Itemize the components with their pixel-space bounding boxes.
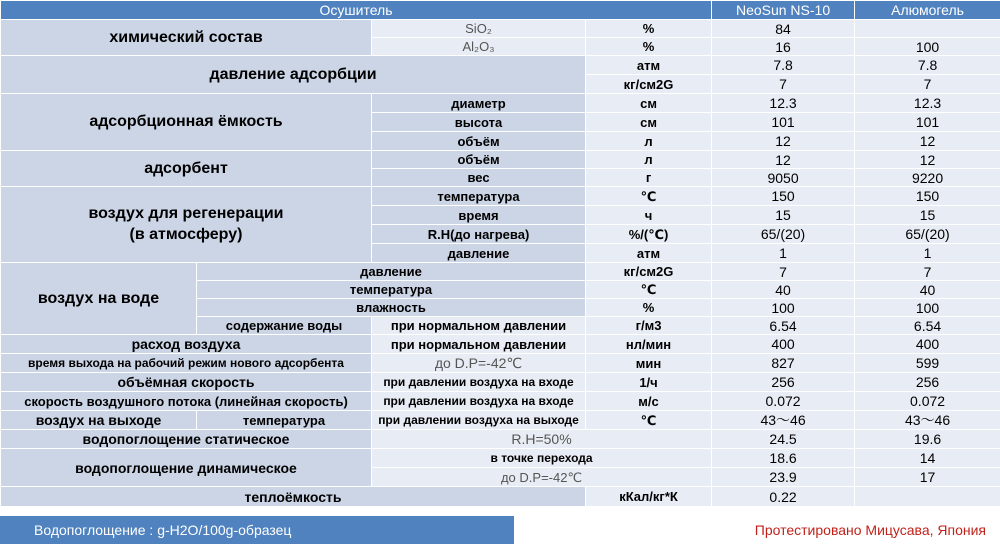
unit: ℃ xyxy=(586,411,712,430)
row-label: адсорбент xyxy=(1,151,372,187)
unit: % xyxy=(586,20,712,38)
sub-label: объём xyxy=(372,132,586,151)
header-row xyxy=(1,1,1000,20)
unit: л xyxy=(586,151,712,169)
unit: кКал/кг*К xyxy=(586,487,712,507)
value-b: 19.6 xyxy=(855,430,1000,449)
table-row xyxy=(1,411,1000,430)
value-a: 43～46 xyxy=(712,411,855,430)
condition: в точке перехода xyxy=(372,449,712,468)
sub-label: диаметр xyxy=(372,94,586,113)
table-row xyxy=(1,373,1000,392)
value-a: 18.6 xyxy=(712,449,855,468)
value-a: 827 xyxy=(712,354,855,373)
table-row xyxy=(1,487,1000,507)
condition: при давлении воздуха на входе xyxy=(372,373,586,392)
value-a: 12 xyxy=(712,151,855,169)
unit: 1/ч xyxy=(586,373,712,392)
table-row xyxy=(1,263,1000,281)
table-row xyxy=(1,20,1000,38)
row-label: расход воздуха xyxy=(1,335,372,354)
table-row xyxy=(1,430,1000,449)
condition: при давлении воздуха на выходе xyxy=(372,411,586,430)
value-b: 0.072 xyxy=(855,392,1000,411)
value-b: 100 xyxy=(855,38,1000,56)
row-label xyxy=(1,187,372,263)
value-b: 9220 xyxy=(855,169,1000,187)
sub-label: давление xyxy=(197,263,586,281)
footer-note: Водопоглощение : g-H2O/100g-образец xyxy=(0,516,514,544)
unit: кг/см2G xyxy=(586,75,712,94)
value-a: 1 xyxy=(712,244,855,263)
value-a: 40 xyxy=(712,281,855,299)
table-row xyxy=(1,94,1000,113)
value-a: 150 xyxy=(712,187,855,206)
sub-label: вес xyxy=(372,169,586,187)
value-b: 1 xyxy=(855,244,1000,263)
value-b: 400 xyxy=(855,335,1000,354)
unit: л xyxy=(586,132,712,151)
value-a: 0.072 xyxy=(712,392,855,411)
table-row xyxy=(1,56,1000,75)
condition: до D.P=-42℃ xyxy=(372,468,712,487)
value-a: 9050 xyxy=(712,169,855,187)
row-label: время выхода на рабочий режим нового адсорбента xyxy=(1,354,372,373)
value-b: 101 xyxy=(855,113,1000,132)
value-b: 7 xyxy=(855,263,1000,281)
row-label: водопоглощение статическое xyxy=(1,430,372,449)
unit: ч xyxy=(586,206,712,225)
value-a: 101 xyxy=(712,113,855,132)
sub-label: высота xyxy=(372,113,586,132)
value-b: 17 xyxy=(855,468,1000,487)
value-a: 7 xyxy=(712,263,855,281)
unit: г/м3 xyxy=(586,317,712,335)
value-b: 12.3 xyxy=(855,94,1000,113)
unit: % xyxy=(586,38,712,56)
sub-label: температура xyxy=(197,411,372,430)
footer-credit: Протестировано Мицусава, Япония xyxy=(754,522,986,538)
sub-label: содержание воды xyxy=(197,317,372,335)
unit: атм xyxy=(586,244,712,263)
sub-label: R.H(до нагрева) xyxy=(372,225,586,244)
row-label: химический состав xyxy=(1,20,372,56)
row-label: адсорбционная ёмкость xyxy=(1,94,372,151)
table-row xyxy=(1,449,1000,468)
value-b: 65/(20) xyxy=(855,225,1000,244)
unit: нл/мин xyxy=(586,335,712,354)
unit: г xyxy=(586,169,712,187)
table-row xyxy=(1,151,1000,169)
value-b: 7.8 xyxy=(855,56,1000,75)
value-b: 6.54 xyxy=(855,317,1000,335)
header-title: Осушитель xyxy=(1,1,712,20)
value-b: 150 xyxy=(855,187,1000,206)
unit: мин xyxy=(586,354,712,373)
formula: SiO₂ xyxy=(372,20,586,38)
sub-label: время xyxy=(372,206,586,225)
row-label-line1: воздух для регенерации xyxy=(88,205,284,222)
value-b xyxy=(855,487,1000,507)
value-b: 14 xyxy=(855,449,1000,468)
value-b: 12 xyxy=(855,151,1000,169)
sub-label: температура xyxy=(197,281,586,299)
value-a: 100 xyxy=(712,299,855,317)
row-label: скорость воздушного потока (линейная скорость) xyxy=(1,392,372,411)
sub-label: объём xyxy=(372,151,586,169)
row-label: водопоглощение динамическое xyxy=(1,449,372,487)
value-a: 7 xyxy=(712,75,855,94)
value-a: 12.3 xyxy=(712,94,855,113)
header-col-b: Алюмогель xyxy=(855,1,1000,20)
value-b: 7 xyxy=(855,75,1000,94)
sub-label: температура xyxy=(372,187,586,206)
value-a: 23.9 xyxy=(712,468,855,487)
sub-label: влажность xyxy=(197,299,586,317)
unit: ℃ xyxy=(586,187,712,206)
value-a: 15 xyxy=(712,206,855,225)
unit: см xyxy=(586,94,712,113)
unit: кг/см2G xyxy=(586,263,712,281)
table-row xyxy=(1,354,1000,373)
row-label: давление адсорбции xyxy=(1,56,586,94)
value-a: 400 xyxy=(712,335,855,354)
unit: ℃ xyxy=(586,281,712,299)
condition: при нормальном давлении xyxy=(372,317,586,335)
value-a: 0.22 xyxy=(712,487,855,507)
header-col-a: NeoSun NS-10 xyxy=(712,1,855,20)
row-label: воздух на воде xyxy=(1,263,197,335)
sub-label: давление xyxy=(372,244,586,263)
value-b: 599 xyxy=(855,354,1000,373)
value-a: 24.5 xyxy=(712,430,855,449)
value-b: 256 xyxy=(855,373,1000,392)
table-row xyxy=(1,392,1000,411)
value-a: 6.54 xyxy=(712,317,855,335)
value-a: 12 xyxy=(712,132,855,151)
table-row xyxy=(1,187,1000,206)
value-a: 7.8 xyxy=(712,56,855,75)
value-b: 100 xyxy=(855,299,1000,317)
condition: до D.P=-42℃ xyxy=(372,354,586,373)
condition: при давлении воздуха на входе xyxy=(372,392,586,411)
condition: R.H=50% xyxy=(372,430,712,449)
value-b xyxy=(855,20,1000,38)
value-b: 40 xyxy=(855,281,1000,299)
unit: м/с xyxy=(586,392,712,411)
value-b: 15 xyxy=(855,206,1000,225)
row-label: объёмная скорость xyxy=(1,373,372,392)
value-a: 16 xyxy=(712,38,855,56)
unit: %/(℃) xyxy=(586,225,712,244)
table-row xyxy=(1,335,1000,354)
condition: при нормальном давлении xyxy=(372,335,586,354)
value-a: 84 xyxy=(712,20,855,38)
value-a: 65/(20) xyxy=(712,225,855,244)
unit: см xyxy=(586,113,712,132)
row-label: воздух на выходе xyxy=(1,411,197,430)
formula: Al₂O₃ xyxy=(372,38,586,56)
value-a: 256 xyxy=(712,373,855,392)
value-b: 12 xyxy=(855,132,1000,151)
unit: атм xyxy=(586,56,712,75)
row-label-line2: (в атмосферу) xyxy=(129,226,243,243)
row-label: теплоёмкость xyxy=(1,487,586,507)
value-b: 43～46 xyxy=(855,411,1000,430)
unit: % xyxy=(586,299,712,317)
